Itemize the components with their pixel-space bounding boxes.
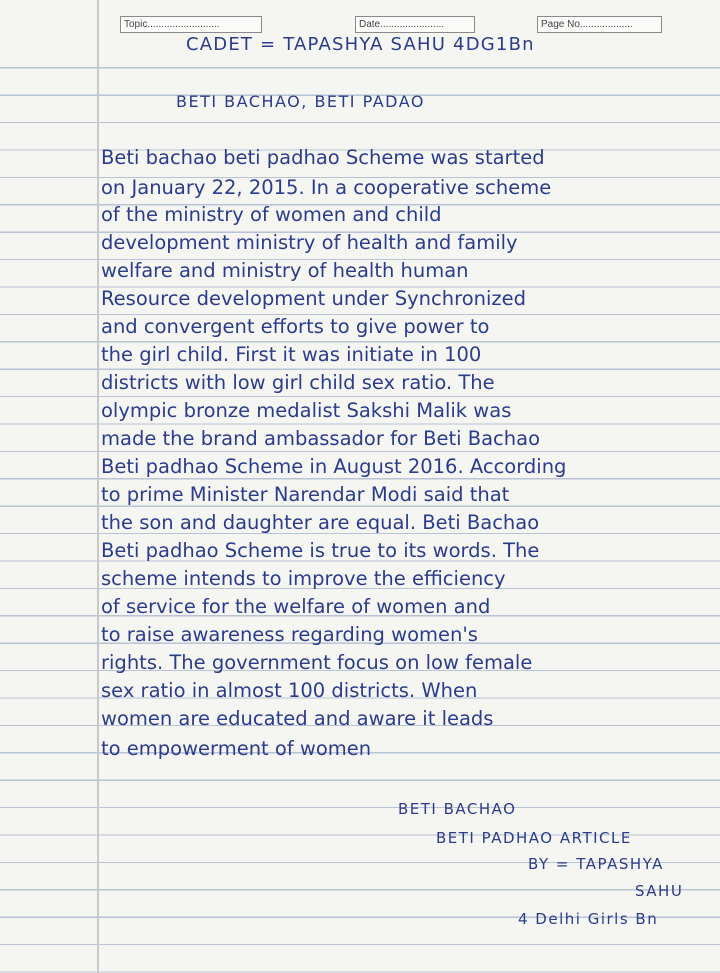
page-number-field: Page No...................	[537, 16, 662, 33]
body-line: to prime Minister Narendar Modi said that	[101, 483, 510, 506]
margin-line	[97, 0, 99, 973]
body-line: sex ratio in almost 100 districts. When	[101, 679, 478, 702]
body-line: on January 22, 2015. In a cooperative scheme	[101, 176, 552, 199]
signature-line: 4 Delhi Girls Bn	[518, 910, 659, 928]
date-field: Date.......................	[355, 16, 475, 33]
signature-line: BY = TAPASHYA	[528, 855, 664, 873]
body-line: rights. The government focus on low female	[101, 651, 533, 674]
body-line: Beti padhao Scheme in August 2016. According	[101, 455, 567, 478]
body-line: Beti padhao Scheme is true to its words. The	[101, 539, 540, 562]
body-line: olympic bronze medalist Sakshi Malik was	[101, 399, 512, 422]
body-line: Beti bachao beti padhao Scheme was started	[101, 146, 545, 169]
body-line: scheme intends to improve the efficiency	[101, 567, 506, 590]
body-line: development ministry of health and family	[101, 231, 518, 254]
body-line: women are educated and aware it leads	[101, 707, 494, 730]
body-line: of service for the welfare of women and	[101, 595, 491, 618]
body-line: made the brand ambassador for Beti Bachao	[101, 427, 540, 450]
cadet-name-line: CADET = TAPASHYA SAHU 4DG1Bn	[186, 34, 535, 55]
body-line: to raise awareness regarding women's	[101, 623, 478, 646]
signature-line: BETI BACHAO	[398, 800, 517, 818]
body-line: the girl child. First it was initiate in 100	[101, 343, 482, 366]
signature-line: SAHU	[635, 882, 684, 900]
signature-line: BETI PADHAO ARTICLE	[436, 829, 632, 847]
article-title: BETI BACHAO, BETI PADAO	[176, 92, 425, 111]
body-line: welfare and ministry of health human	[101, 259, 469, 282]
topic-field: Topic..........................	[120, 16, 262, 33]
body-line: and convergent efforts to give power to	[101, 315, 490, 338]
body-line: the son and daughter are equal. Beti Bachao	[101, 511, 540, 534]
body-line: Resource development under Synchronized	[101, 287, 527, 310]
body-line: to empowerment of women	[101, 737, 372, 760]
body-line: districts with low girl child sex ratio. The	[101, 371, 495, 394]
body-line: of the ministry of women and child	[101, 203, 442, 226]
